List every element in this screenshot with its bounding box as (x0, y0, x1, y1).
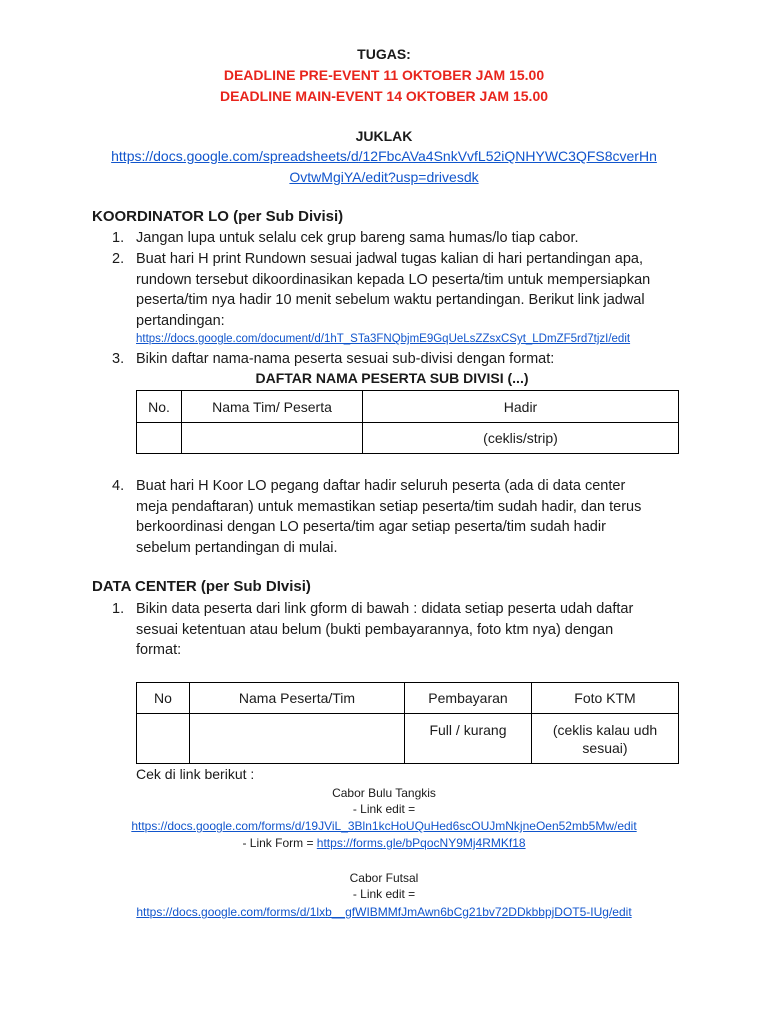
table-header-cell: No (137, 683, 190, 714)
bulu-edit-link-container (0, 819, 768, 833)
daftar-nama-table-title: DAFTAR NAMA PESERTA SUB DIVISI (...) (255, 370, 529, 386)
table-cell (190, 714, 405, 764)
jadwal-pertandingan-link[interactable]: https://docs.google.com/document/d/1hT_STa3FNQbjmE9GqUeLsZZsxCSyt_LDmZF5rd7tjzI/edit (136, 333, 631, 345)
table-row (137, 714, 679, 764)
daftar-nama-table (136, 390, 679, 454)
bulu-form-label: - Link Form = (242, 836, 317, 850)
table-cell (182, 423, 363, 454)
table-cell (137, 423, 182, 454)
koordinator-lo-heading: KOORDINATOR LO (per Sub Divisi) (92, 208, 344, 225)
table-row (137, 423, 679, 454)
futsal-edit-link[interactable]: https://docs.google.com/forms/d/1lxb__gfWIBMMfJmAwn6bCg21bv72DDkbbpjDOT5-IUg/edit (136, 905, 632, 919)
futsal-edit-link-container (0, 905, 768, 919)
table-header-cell: Nama Tim/ Peserta (182, 391, 363, 423)
cabor-bulu-tangkis-title: Cabor Bulu Tangkis (332, 786, 436, 800)
juklak-heading: JUKLAK (355, 128, 413, 144)
table-header-cell: Foto KTM (532, 683, 679, 714)
juklak-link-line1[interactable]: https://docs.google.com/spreadsheets/d/12FbcAVa4SnkVvfL52iQNHYWC3QFS8cverHn (111, 148, 657, 164)
juklak-link-line2[interactable]: OvtwMgiYA/edit?usp=drivesdk (289, 169, 479, 185)
table-header-row (137, 683, 679, 714)
table-cell: (ceklis kalau udh sesuai) (532, 714, 679, 764)
table-cell: (ceklis/strip) (363, 423, 679, 454)
cek-link-label: Cek di link berikut : (136, 766, 255, 782)
bulu-edit-link[interactable]: https://docs.google.com/forms/d/19JViL_3Bln1kcHoUQuHed6scOUJmNkjneOen52mb5Mw/edit (131, 819, 637, 833)
bulu-edit-label: - Link edit = (352, 802, 416, 816)
bulu-form-link[interactable]: https://forms.gle/bPqocNY9Mj4RMKf18 (316, 836, 526, 850)
juklak-link-container-2 (0, 169, 768, 185)
table-header-cell: No. (137, 391, 182, 423)
tugas-heading: TUGAS: (357, 46, 411, 62)
deadline-pre-event: DEADLINE PRE-EVENT 11 OKTOBER JAM 15.00 (223, 67, 545, 83)
futsal-edit-label: - Link edit = (352, 887, 416, 901)
table-header-cell: Nama Peserta/Tim (190, 683, 405, 714)
table-cell (137, 714, 190, 764)
data-peserta-table (136, 682, 679, 764)
table-header-row (137, 391, 679, 423)
data-center-heading: DATA CENTER (per Sub DIvisi) (92, 578, 311, 595)
table-header-cell: Pembayaran (405, 683, 532, 714)
juklak-link-container (0, 148, 768, 164)
cabor-futsal-title: Cabor Futsal (349, 871, 419, 885)
deadline-main-event: DEADLINE MAIN-EVENT 14 OKTOBER JAM 15.00 (219, 88, 549, 104)
table-header-cell: Hadir (363, 391, 679, 423)
bulu-form-row (0, 836, 768, 850)
document-page: TUGAS: DEADLINE PRE-EVENT 11 OKTOBER JAM 15.00 DEADLINE MAIN-EVENT 14 OKTOBER JAM 15.00 JUKLAK https://docs.google.com/spreadsheets/d/12FbcAVa4SnkVvfL52iQNHYWC3QFS8cverHn OvtwMgiYA/edit?usp=drivesdk KOORDINATOR LO (per Sub Divisi) 1. Jangan lupa untuk selalu cek grup bareng sama humas/lo tiap cabor. 2. Buat hari H print Rundown sesuai jadwal tugas kalian di hari pertandingan apa, rundown tersebut dikoordinasikan kepada LO peserta/tim untuk mempersiapkan peserta/tim nya hadir 10 menit sebelum waktu pertandingan. Berikut link jadwal pertandingan: https://docs.google.com/document/d/1hT_STa3FNQbjmE9GqUeLsZZsxCSyt_LDmZF5rd7tjzI/edit 3. Bikin daftar nama-nama peserta sesuai sub-divisi dengan format: DAFTAR NAMA PESERTA SUB DIVISI (...) No. Nama Tim/ Peserta Hadir (ceklis/strip) 4. Buat hari H Koor LO pegang daftar hadir seluruh peserta (ada di data center meja pendaftaran) untuk memastikan setiap peserta/tim sudah hadir, dan terus berkoordinasi dengan LO peserta/tim agar setiap peserta/tim sudah hadir sebelum pertandingan di mulai. DATA CENTER (per Sub DIvisi) 1. Bikin data peserta dari link gform di bawah : didata setiap peserta udah daftar sesuai ketentuan atau belum (bukti pembayarannya, foto ktm nya) dengan format: No Nama Peserta/Tim Pembayaran Foto KTM Full / kurang (ceklis kalau udh sesuai) Cek di link berikut : Cabor Bulu Tangkis - Link edit = https://docs.google.com/forms/d/19JViL_3Bln1kcHoUQuHed6scOUJmNkjneOen52mb5Mw/edit - Link Form = https://forms.gle/bPqocNY9Mj4RMKf18 Cabor Futsal - Link edit = https://docs.google.com/forms/d/1lxb__gfWIBMMfJmAwn6bCg21bv72DDkbbpjDOT5-IUg/edit (0, 0, 768, 1024)
table-cell: Full / kurang (405, 714, 532, 764)
